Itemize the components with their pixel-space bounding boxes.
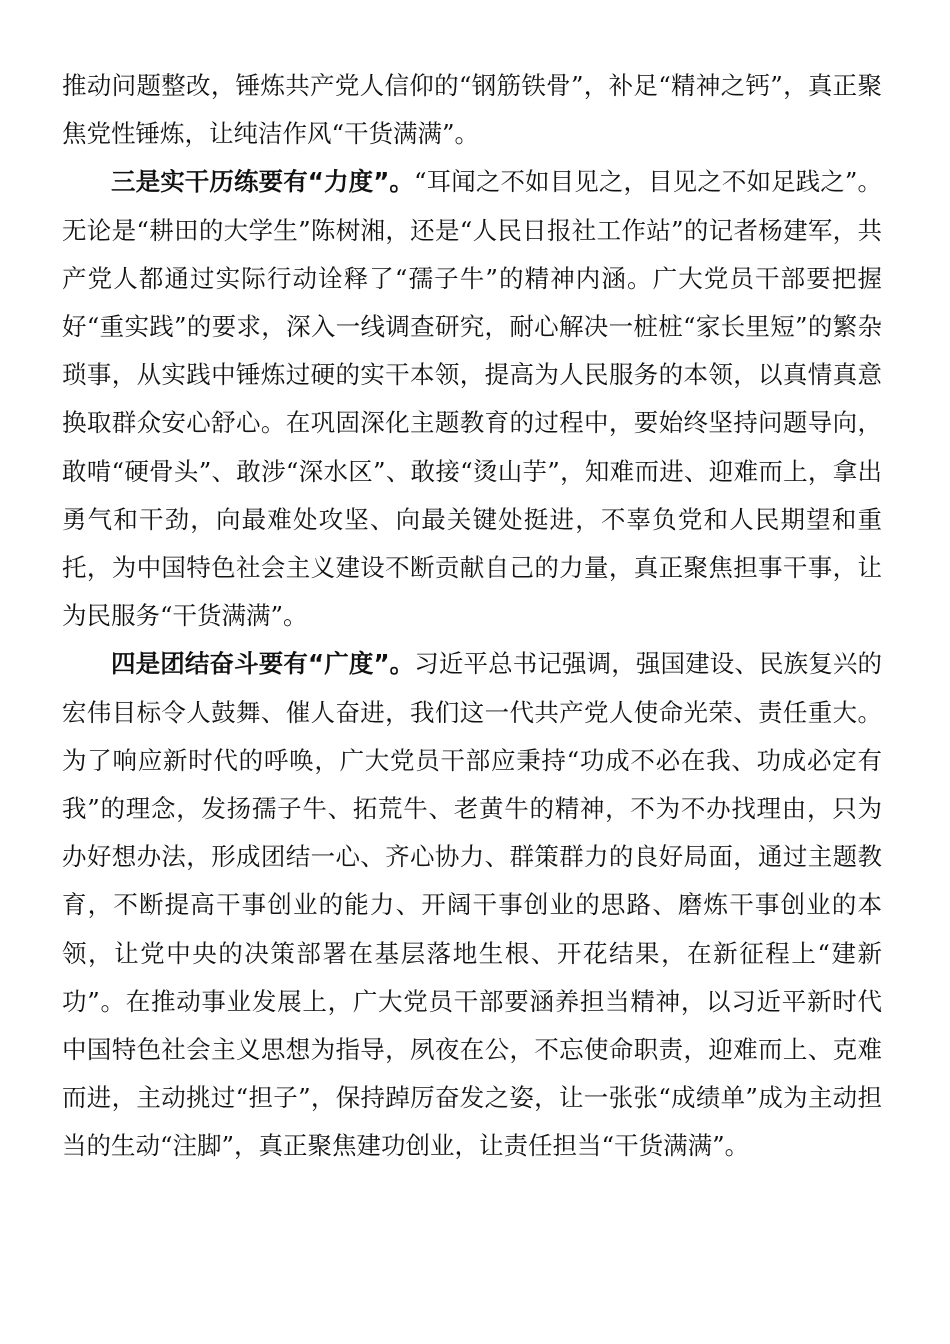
paragraph-heading: 三是实干历练要有“力度”。 [111,167,415,197]
paragraph-unity [62,640,882,1170]
document-body [62,62,882,1171]
paragraph-continuation [62,62,882,158]
paragraph-practice [62,158,882,640]
paragraph-text: 推动问题整改，锤炼共产党人信仰的“钢筋铁骨”，补足“精神之钙”，真正聚焦党性锤炼，让纯洁作风“干货满满”。 [62,71,882,149]
paragraph-text: 习近平总书记强调，强国建设、民族复兴的宏伟目标令人鼓舞、催人奋进，我们这一代共产党人使命光荣、责任重大。为了响应新时代的呼唤，广大党员干部应秉持“功成不必在我、功成必定有我”的理念，发扬孺子牛、拓荒牛、老黄牛的精神，不为不办找理由，只为办好想办法，形成团结一心、齐心协力、群策群力的良好局面，通过主题教育，不断提高干事创业的能力、开阔干事创业的思路、磨炼干事创业的本领，让党中央的决策部署在基层落地生根、开花结果，在新征程上“建新功”。在推动事业发展上，广大党员干部要涵养担当精神，以习近平新时代中国特色社会主义思想为指导，夙夜在公，不忘使命职责，迎难而上、克难而进，主动挑过“担子”，保持踔厉奋发之姿，让一张张“成绩单”成为主动担当的生动“注脚”，真正聚焦建功创业，让责任担当“干货满满”。 [62,649,882,1161]
paragraph-heading: 四是团结奋斗要有“广度”。 [111,649,415,679]
paragraph-text: “耳闻之不如目见之，目见之不如足践之”。无论是“耕田的大学生”陈树湘，还是“人民日报社工作站”的记者杨建军，共产党人都通过实际行动诠释了“孺子牛”的精神内涵。广大党员干部要把握好“重实践”的要求，深入一线调查研究，耐心解决一桩桩“家长里短”的繁杂琐事，从实践中锤炼过硬的实干本领，提高为人民服务的本领，以真情真意换取群众安心舒心。在巩固深化主题教育的过程中，要始终坚持问题导向，敢啃“硬骨头”、敢涉“深水区”、敢接“烫山芋”，知难而进、迎难而上，拿出勇气和干劲，向最难处攻坚、向最关键处挺进，不辜负党和人民期望和重托，为中国特色社会主义建设不断贡献自己的力量，真正聚焦担事干事，让为民服务“干货满满”。 [62,167,882,631]
